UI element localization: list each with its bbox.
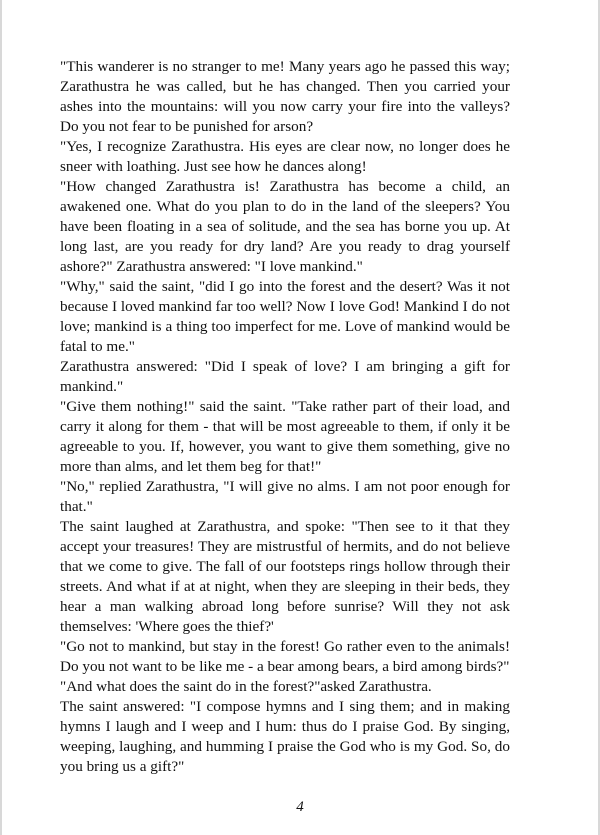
paragraph: The saint answered: "I compose hymns and I sing them; and in making hymns I laugh and I weep and I hum: thus do I praise God. By singing, weeping, laughing, and humming I praise the God who is my God. So, do you bring us a gift?": [60, 698, 510, 775]
paragraph: "And what does the saint do in the forest?"asked Zarathustra.: [60, 678, 432, 695]
running-header-mark: [0, 0, 600, 5]
paragraph: "Give them nothing!" said the saint. "Take rather part of their load, and carry it along for them - that will be most agreeable to them, if only it be agreeable to you. If, however, you want to give them something, give no more than alms, and let them beg for that!": [60, 398, 510, 475]
paragraph: "How changed Zarathustra is! Zarathustra has become a child, an awakened one. What do you plan to do in the land of the sleepers? You have been floating in a sea of solitude, and the sea has borne you up. At long last, are you ready for dry land? Are you ready to drag yourself ashore?" Zarathustra answered: "I love mankind.": [60, 178, 510, 275]
paragraph: The saint laughed at Zarathustra, and spoke: "Then see to it that they accept your treasures! They are mistrustful of hermits, and do not believe that we come to give. The fall of our footsteps rings hollow through their streets. And what if at at night, when they are sleeping in their beds, they hear a man walking abroad long before sunrise? Will they not ask themselves: 'Where goes the thief?': [60, 518, 510, 635]
paragraph: "Yes, I recognize Zarathustra. His eyes are clear now, no longer does he sneer with loathing. Just see how he dances along!: [60, 138, 510, 175]
paragraph: Zarathustra answered: "Did I speak of love? I am bringing a gift for mankind.": [60, 358, 510, 395]
paragraph: "This wanderer is no stranger to me! Many years ago he passed this way; Zarathustra he was called, but he has changed. Then you carried your ashes into the mountains: will you now carry your fire into the valleys? Do you not fear to be punished for arson?: [60, 58, 510, 135]
paragraph: "Why," said the saint, "did I go into the forest and the desert? Was it not because I loved mankind far too well? Now I love God! Mankind I do not love; mankind is a thing too imperfect for me. Love of mankind would be fatal to me.": [60, 278, 510, 355]
paragraph: "Go not to mankind, but stay in the forest! Go rather even to the animals! Do you not want to be like me - a bear among bears, a bird among birds?": [60, 638, 510, 675]
body-text: [60, 57, 510, 777]
page-number: 4: [296, 799, 304, 815]
paragraph: "No," replied Zarathustra, "I will give no alms. I am not poor enough for that.": [60, 478, 510, 515]
page-edge-left: [0, 0, 2, 835]
